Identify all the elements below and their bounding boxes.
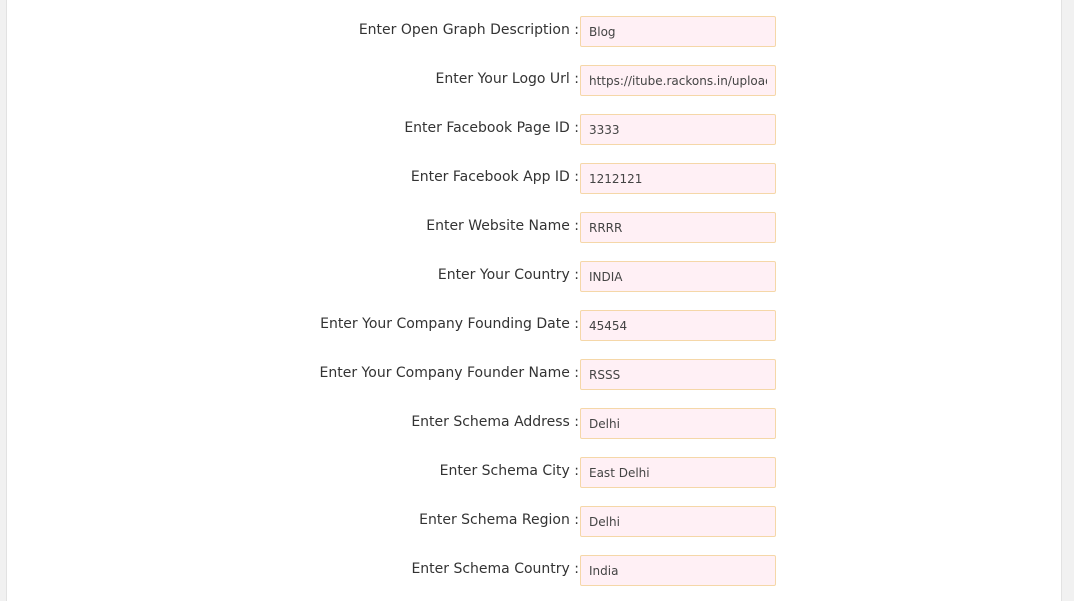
og-description-input[interactable] — [580, 16, 776, 47]
schema-region-input[interactable] — [580, 506, 776, 537]
form-row-facebook-app-id — [7, 163, 1063, 195]
facebook-app-id-input[interactable] — [580, 163, 776, 194]
facebook-page-id-label: Enter Facebook Page ID : — [404, 120, 579, 136]
facebook-page-id-input[interactable] — [580, 114, 776, 145]
schema-city-label: Enter Schema City : — [439, 463, 579, 479]
form-row-schema-city — [7, 457, 1063, 489]
schema-address-label: Enter Schema Address : — [411, 414, 579, 430]
form-row-founding-date — [7, 310, 1063, 342]
logo-url-label: Enter Your Logo Url : — [435, 71, 579, 87]
form-row-schema-country — [7, 555, 1063, 587]
founder-name-label: Enter Your Company Founder Name : — [319, 365, 579, 381]
schema-city-input[interactable] — [580, 457, 776, 488]
form-row-facebook-page-id — [7, 114, 1063, 146]
form-row-schema-region — [7, 506, 1063, 538]
country-input[interactable] — [580, 261, 776, 292]
founding-date-label: Enter Your Company Founding Date : — [320, 316, 579, 332]
founder-name-input[interactable] — [580, 359, 776, 390]
form-row-website-name — [7, 212, 1063, 244]
form-row-schema-address — [7, 408, 1063, 440]
form-row-founder-name — [7, 359, 1063, 391]
logo-url-input[interactable] — [580, 65, 776, 96]
og-description-label: Enter Open Graph Description : — [358, 22, 579, 38]
founding-date-input[interactable] — [580, 310, 776, 341]
schema-region-label: Enter Schema Region : — [419, 512, 579, 528]
schema-country-input[interactable] — [580, 555, 776, 586]
form-row-og-description — [7, 16, 1063, 48]
schema-country-label: Enter Schema Country : — [411, 561, 579, 577]
form-row-country — [7, 261, 1063, 293]
settings-form-panel — [6, 0, 1062, 601]
website-name-input[interactable] — [580, 212, 776, 243]
website-name-label: Enter Website Name : — [426, 218, 579, 234]
form-row-logo-url — [7, 65, 1063, 97]
facebook-app-id-label: Enter Facebook App ID : — [410, 169, 579, 185]
schema-address-input[interactable] — [580, 408, 776, 439]
country-label: Enter Your Country : — [437, 267, 579, 283]
